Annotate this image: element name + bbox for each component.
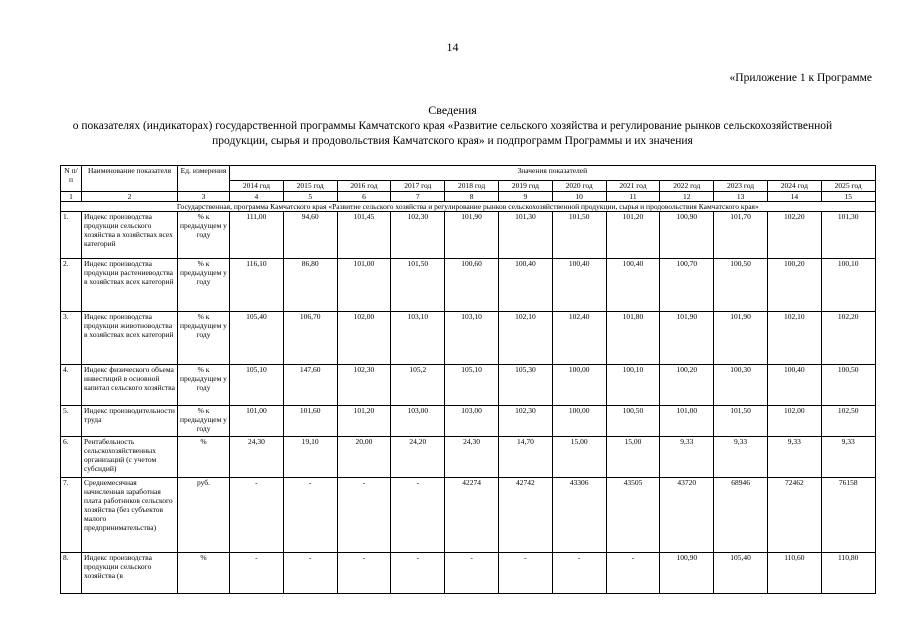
page-number: 14 bbox=[446, 40, 459, 54]
indicator-value: - bbox=[337, 553, 391, 594]
indicator-value: 72462 bbox=[767, 478, 821, 553]
indicator-value: 105,2 bbox=[391, 365, 445, 406]
indicator-value: - bbox=[283, 478, 337, 553]
indicator-value: 100,00 bbox=[552, 406, 606, 437]
indicator-value: 100,70 bbox=[660, 259, 714, 312]
indicator-unit: % к предыдущем у году bbox=[178, 259, 230, 312]
header-values-group: Значения показателей bbox=[230, 166, 876, 181]
column-number: 9 bbox=[498, 192, 552, 202]
row-number: 2. bbox=[61, 259, 82, 312]
indicator-value: - bbox=[230, 478, 284, 553]
indicator-value: 101,00 bbox=[230, 406, 284, 437]
table-row bbox=[61, 212, 876, 259]
table-row bbox=[61, 553, 876, 594]
indicator-name: Среднемесячная начисленная заработная плата работников сельского хозяйства (без субъектов малого предпринимательства) bbox=[82, 478, 178, 553]
indicator-value: 110,80 bbox=[821, 553, 875, 594]
indicator-value: 101,90 bbox=[714, 312, 768, 365]
indicator-value: - bbox=[498, 553, 552, 594]
indicator-value: 102,10 bbox=[498, 312, 552, 365]
indicator-unit: % bbox=[178, 437, 230, 478]
table-row bbox=[61, 478, 876, 553]
indicator-value: 24,30 bbox=[445, 437, 499, 478]
row-number: 1. bbox=[61, 212, 82, 259]
indicator-value: 147,60 bbox=[283, 365, 337, 406]
indicator-value: 100,30 bbox=[714, 365, 768, 406]
document-title: Сведения bbox=[428, 103, 477, 117]
indicator-value: 106,70 bbox=[283, 312, 337, 365]
indicator-name: Индекс производства продукции животноводства в хозяйствах всех категорий bbox=[82, 312, 178, 365]
indicator-name: Рентабельность сельскохозяйственных организаций (с учетом субсидий) bbox=[82, 437, 178, 478]
column-number: 1 bbox=[61, 192, 82, 202]
indicator-value: 101,50 bbox=[391, 259, 445, 312]
indicator-unit: % к предыдущем у году bbox=[178, 312, 230, 365]
indicator-value: 111,00 bbox=[230, 212, 284, 259]
indicator-value: 102,10 bbox=[767, 312, 821, 365]
indicator-value: 43306 bbox=[552, 478, 606, 553]
indicator-unit: руб. bbox=[178, 478, 230, 553]
indicator-value: 100,20 bbox=[660, 365, 714, 406]
header-n: N п/п bbox=[61, 166, 82, 192]
indicator-name: Индекс производства продукции растениеводства в хозяйствах всех категорий bbox=[82, 259, 178, 312]
indicator-value: 101,20 bbox=[606, 212, 660, 259]
indicator-value: 101,30 bbox=[498, 212, 552, 259]
indicator-value: 100,40 bbox=[498, 259, 552, 312]
column-number: 4 bbox=[230, 192, 284, 202]
indicator-value: 24,20 bbox=[391, 437, 445, 478]
indicator-value: 100,50 bbox=[821, 365, 875, 406]
indicator-value: 105,40 bbox=[230, 312, 284, 365]
indicator-value: 102,00 bbox=[767, 406, 821, 437]
indicator-value: 102,20 bbox=[767, 212, 821, 259]
indicator-unit: % к предыдущем у году bbox=[178, 212, 230, 259]
indicator-unit: % к предыдущем у году bbox=[178, 406, 230, 437]
indicator-value: 102,30 bbox=[391, 212, 445, 259]
indicator-value: 100,40 bbox=[606, 259, 660, 312]
row-number: 8. bbox=[61, 553, 82, 594]
indicators-table bbox=[60, 165, 876, 594]
header-year: 2018 год bbox=[445, 181, 499, 192]
indicator-value: 15,00 bbox=[606, 437, 660, 478]
indicator-value: 100,10 bbox=[821, 259, 875, 312]
row-number: 5. bbox=[61, 406, 82, 437]
indicator-value: 101,90 bbox=[445, 212, 499, 259]
indicator-value: 101,90 bbox=[660, 312, 714, 365]
indicator-value: - bbox=[391, 478, 445, 553]
indicator-value: 94,60 bbox=[283, 212, 337, 259]
indicator-value: 101,50 bbox=[552, 212, 606, 259]
indicator-value: 9,33 bbox=[767, 437, 821, 478]
indicator-value: 103,00 bbox=[445, 406, 499, 437]
header-year: 2021 год bbox=[606, 181, 660, 192]
column-number: 7 bbox=[391, 192, 445, 202]
indicator-unit: % bbox=[178, 553, 230, 594]
indicator-value: 103,00 bbox=[391, 406, 445, 437]
indicator-value: 116,10 bbox=[230, 259, 284, 312]
indicator-value: 102,30 bbox=[498, 406, 552, 437]
indicator-value: 102,50 bbox=[821, 406, 875, 437]
header-name: Наименование показателя bbox=[82, 166, 178, 192]
indicator-value: 101,50 bbox=[714, 406, 768, 437]
indicator-rows bbox=[61, 212, 876, 594]
header-year: 2014 год bbox=[230, 181, 284, 192]
indicator-value: 100,90 bbox=[660, 212, 714, 259]
indicator-value: 43720 bbox=[660, 478, 714, 553]
indicator-value: 103,10 bbox=[391, 312, 445, 365]
indicator-value: 100,40 bbox=[767, 365, 821, 406]
indicator-value: 101,70 bbox=[714, 212, 768, 259]
column-number: 15 bbox=[821, 192, 875, 202]
indicator-value: 100,50 bbox=[606, 406, 660, 437]
indicator-value: 105,10 bbox=[445, 365, 499, 406]
indicator-value: 105,10 bbox=[230, 365, 284, 406]
indicator-value: 102,30 bbox=[337, 365, 391, 406]
indicator-value: 101,80 bbox=[606, 312, 660, 365]
header-year: 2016 год bbox=[337, 181, 391, 192]
indicator-value: 42742 bbox=[498, 478, 552, 553]
indicator-value: 102,20 bbox=[821, 312, 875, 365]
table-row bbox=[61, 259, 876, 312]
indicator-value: - bbox=[445, 553, 499, 594]
header-year: 2023 год bbox=[714, 181, 768, 192]
indicator-value: 15,00 bbox=[552, 437, 606, 478]
indicator-value: 100,60 bbox=[445, 259, 499, 312]
column-number: 6 bbox=[337, 192, 391, 202]
indicator-value: 86,80 bbox=[283, 259, 337, 312]
indicator-value: 100,50 bbox=[714, 259, 768, 312]
column-number: 14 bbox=[767, 192, 821, 202]
indicator-value: 102,00 bbox=[337, 312, 391, 365]
program-row bbox=[61, 202, 876, 212]
program-title-cell: Государственная, программа Камчатского края «Развитие сельского хозяйства и регулирование рынков сельскохозяйственной продукции, сырья и продовольствия Камчатского края» bbox=[61, 202, 876, 212]
indicator-name: Индекс производительности труда bbox=[82, 406, 178, 437]
indicator-value: 101,60 bbox=[283, 406, 337, 437]
column-numbers-row bbox=[61, 192, 876, 202]
indicator-value: 9,33 bbox=[714, 437, 768, 478]
indicator-value: - bbox=[606, 553, 660, 594]
indicator-value: 9,33 bbox=[660, 437, 714, 478]
header-year: 2017 год bbox=[391, 181, 445, 192]
header-unit: Ед. измерения bbox=[178, 166, 230, 192]
header-year: 2019 год bbox=[498, 181, 552, 192]
column-number: 3 bbox=[178, 192, 230, 202]
indicator-value: 100,40 bbox=[552, 259, 606, 312]
indicator-value: 101,30 bbox=[821, 212, 875, 259]
appendix-reference: «Приложение 1 к Программе bbox=[729, 72, 872, 84]
indicator-value: 105,30 bbox=[498, 365, 552, 406]
indicator-value: 102,40 bbox=[552, 312, 606, 365]
column-number: 5 bbox=[283, 192, 337, 202]
indicator-value: 43505 bbox=[606, 478, 660, 553]
header-year: 2015 год bbox=[283, 181, 337, 192]
column-number: 2 bbox=[82, 192, 178, 202]
indicator-value: 19,10 bbox=[283, 437, 337, 478]
table-row bbox=[61, 437, 876, 478]
table-row bbox=[61, 406, 876, 437]
column-number: 13 bbox=[714, 192, 768, 202]
indicator-value: 100,00 bbox=[552, 365, 606, 406]
indicator-value: 103,10 bbox=[445, 312, 499, 365]
header-year: 2025 год bbox=[821, 181, 875, 192]
indicator-unit: % к предыдущем у году bbox=[178, 365, 230, 406]
indicator-value: 14,70 bbox=[498, 437, 552, 478]
header-row bbox=[61, 166, 876, 181]
header-year: 2022 год bbox=[660, 181, 714, 192]
row-number: 7. bbox=[61, 478, 82, 553]
indicator-value: - bbox=[391, 553, 445, 594]
indicator-value: 100,20 bbox=[767, 259, 821, 312]
indicator-value: 76158 bbox=[821, 478, 875, 553]
header-year: 2020 год bbox=[552, 181, 606, 192]
indicator-value: 68946 bbox=[714, 478, 768, 553]
indicator-value: 24,30 bbox=[230, 437, 284, 478]
row-number: 6. bbox=[61, 437, 82, 478]
column-number: 10 bbox=[552, 192, 606, 202]
table-row bbox=[61, 312, 876, 365]
header-year: 2024 год bbox=[767, 181, 821, 192]
indicator-value: 100,90 bbox=[660, 553, 714, 594]
document-subtitle: о показателях (индикаторах) государственной программы Камчатского края «Развитие сельского хозяйства и регулирование рынков сельскохозяйственной продукции, сырья и продовольствия Камчатского края» и подпрограмм Программы и их значения bbox=[72, 120, 833, 147]
row-number: 4. bbox=[61, 365, 82, 406]
indicator-value: - bbox=[283, 553, 337, 594]
indicator-value: 105,40 bbox=[714, 553, 768, 594]
indicator-value: 101,00 bbox=[337, 259, 391, 312]
indicator-value: 42274 bbox=[445, 478, 499, 553]
column-number: 12 bbox=[660, 192, 714, 202]
indicator-value: 101,00 bbox=[660, 406, 714, 437]
indicator-value: 100,10 bbox=[606, 365, 660, 406]
indicator-name: Индекс физического объема инвестиций в основной капитал сельского хозяйства bbox=[82, 365, 178, 406]
row-number: 3. bbox=[61, 312, 82, 365]
indicator-value: 20,00 bbox=[337, 437, 391, 478]
indicator-value: - bbox=[552, 553, 606, 594]
indicator-name: Индекс производства продукции сельского хозяйства в хозяйствах всех категорий bbox=[82, 212, 178, 259]
indicator-value: - bbox=[230, 553, 284, 594]
table-row bbox=[61, 365, 876, 406]
indicator-name: Индекс производства продукции сельского хозяйства (в bbox=[82, 553, 178, 594]
indicator-value: 9,33 bbox=[821, 437, 875, 478]
column-number: 8 bbox=[445, 192, 499, 202]
indicator-value: 101,20 bbox=[337, 406, 391, 437]
indicator-value: 101,45 bbox=[337, 212, 391, 259]
indicator-value: 110,60 bbox=[767, 553, 821, 594]
column-number: 11 bbox=[606, 192, 660, 202]
indicator-value: - bbox=[337, 478, 391, 553]
